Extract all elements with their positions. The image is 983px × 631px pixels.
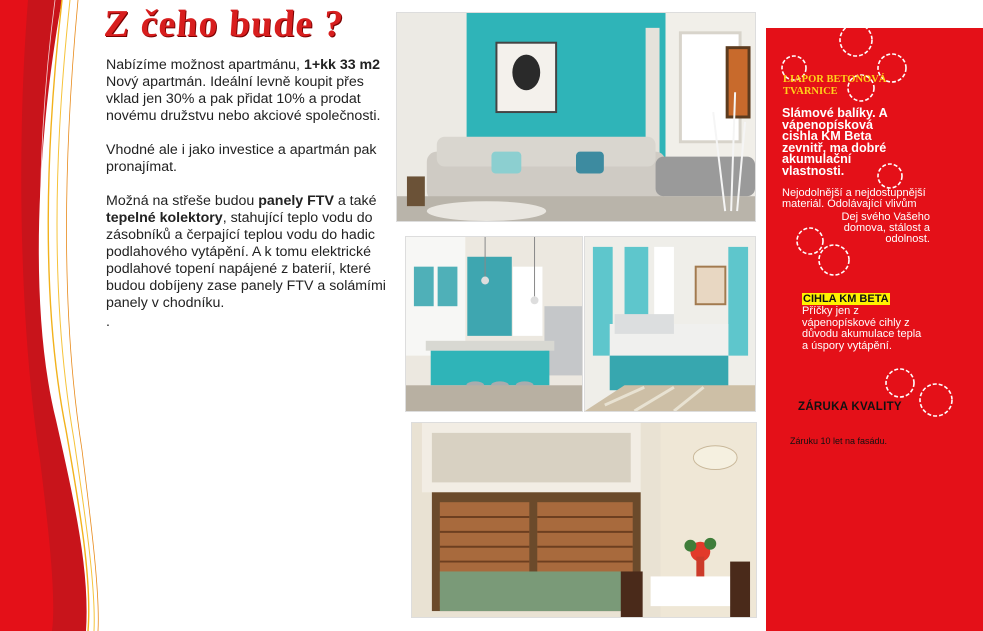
apartment-size: 1+kk 33 m2	[303, 57, 381, 73]
intro-text-cont: Nový apartmán. Ideální levně koupit přes vklad jen 30% a pak přidat 10% a prodat novému družstvu nebo akciové společnosti.	[106, 74, 381, 124]
zaruka-description: Záruku 10 let na fasádu.	[790, 436, 888, 446]
trailing-dot: .	[106, 314, 110, 330]
bedroom-photo	[584, 236, 756, 412]
intro-paragraph-4	[106, 314, 396, 331]
living-room-photo	[396, 12, 756, 222]
liapor-description: Slámové balíky. A vápenopísková cishla KM Beta zevnitř, ma dobré akumulační vlastnosti.	[782, 106, 888, 178]
ftv-panels: panely FTV	[258, 193, 334, 209]
intro-text: Nabízíme možnost apartmánu,	[106, 57, 304, 73]
energy-text-mid: a také	[333, 193, 377, 209]
investment-text: Vhodné ale i jako investice a apartmán pak pronajímat.	[106, 142, 377, 175]
cihla-title: CIHLA KM BETA	[803, 293, 889, 305]
energy-text: Možná na střeše budou	[106, 193, 259, 209]
liapor-note: Nejodolnější a nejdostupnější materiál. Odolávající vlivům	[782, 187, 926, 210]
kitchen-photo	[405, 236, 583, 412]
liapor-note-overlay: Dej svého Vašeho domova, stálost a odolnost.	[841, 211, 930, 245]
cihla-description: Příčky jen z vápenopískové cihly z důvodu akumulace tepla a úspory vytápění.	[802, 305, 922, 352]
intro-paragraph-1	[106, 57, 396, 125]
intro-paragraph-2	[106, 142, 396, 176]
page-heading: Z čeho bude ?	[102, 3, 346, 45]
energy-text-end: , stahující teplo vodu do zásobníků a čerpající teplou vodu do hadic podlahového vytápění. A k tomu elektrické podlahové topení napájené z baterií, které budou dobíjeny zase panely FTV a solámími panely v chodníku.	[106, 210, 386, 311]
thermal-collectors: tepelné kolektory	[106, 210, 223, 226]
left-decorative-swoosh	[0, 0, 110, 631]
liapor-title: LIAPOR BETONOVÁ TVARNICE	[783, 74, 887, 97]
right-info-panel	[766, 28, 983, 631]
intro-paragraph-3	[106, 193, 396, 312]
zaruka-title: ZÁRUKA KVALITY	[798, 401, 902, 413]
dining-room-photo	[411, 422, 757, 618]
